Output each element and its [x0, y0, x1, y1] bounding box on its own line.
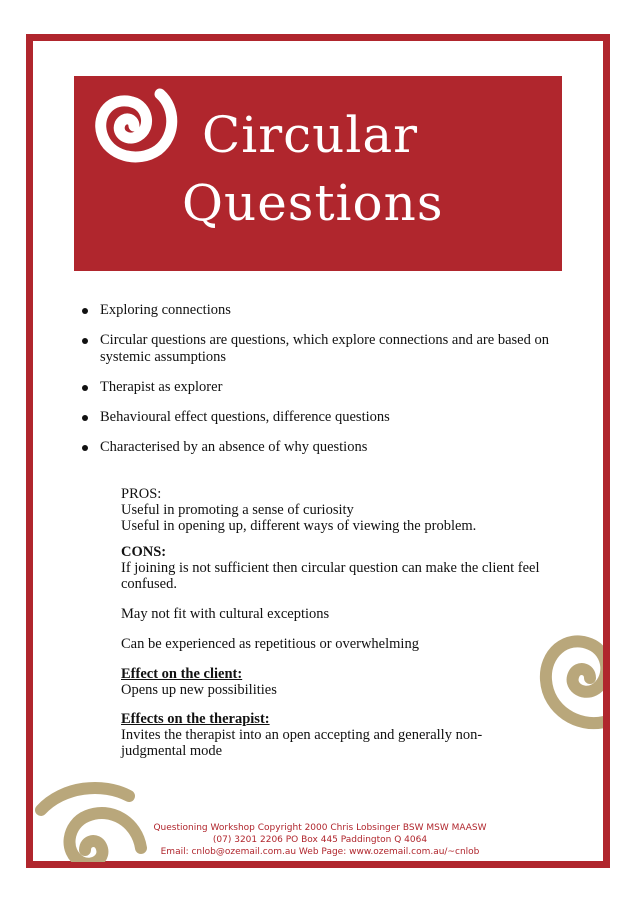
effect-therapist-text: Invites the therapist into an open accepting and generally non-judgmental mode	[121, 727, 483, 759]
title-line-1: Circular	[202, 106, 419, 164]
list-item: Exploring connections	[78, 302, 558, 319]
gold-spiral-icon	[516, 604, 603, 754]
pros-line-1: Useful in promoting a sense of curiosity	[121, 502, 354, 518]
cons-point-3: Can be experienced as repetitious or overwhelming	[121, 636, 419, 652]
bullet-icon	[82, 445, 88, 451]
pros-heading: PROS:	[121, 486, 162, 502]
footer-copyright: Questioning Workshop Copyright 2000 Chris Lobsinger BSW MSW MAASW	[153, 823, 487, 833]
effect-client-heading: Effect on the client:	[121, 666, 243, 682]
effect-therapist-section	[121, 711, 511, 759]
cons-text: If joining is not sufficient then circular question can make the client feel confused.	[121, 560, 540, 592]
footer	[80, 822, 560, 858]
bullet-icon	[82, 385, 88, 391]
list-item: Behavioural effect questions, difference questions	[78, 409, 558, 426]
cons-section	[121, 544, 561, 592]
bullet-icon	[82, 415, 88, 421]
bullet-icon	[82, 308, 88, 314]
bullet-icon	[82, 338, 88, 344]
pros-section	[121, 486, 571, 534]
effect-client-text: Opens up new possibilities	[121, 682, 277, 698]
list-item: Therapist as explorer	[78, 379, 558, 396]
pros-line-2: Useful in opening up, different ways of viewing the problem.	[121, 518, 477, 534]
list-item: Circular questions are questions, which explore connections and are based on systemic assumptions	[78, 332, 558, 366]
footer-email-web: Email: cnlob@ozemail.com.au Web Page: www.ozemail.com.au/~cnlob	[160, 847, 480, 857]
effect-client-section	[121, 666, 571, 698]
footer-contact: (07) 3201 2206 PO Box 445 Paddington Q 4064	[212, 835, 428, 845]
cons-point-2: May not fit with cultural exceptions	[121, 606, 330, 622]
cons-heading: CONS:	[121, 544, 167, 560]
effect-therapist-heading: Effects on the therapist:	[121, 711, 270, 727]
title-line-2: Questions	[182, 174, 444, 232]
list-item: Characterised by an absence of why questions	[78, 439, 558, 456]
white-spiral-icon	[76, 80, 186, 170]
bullet-list	[78, 302, 558, 469]
